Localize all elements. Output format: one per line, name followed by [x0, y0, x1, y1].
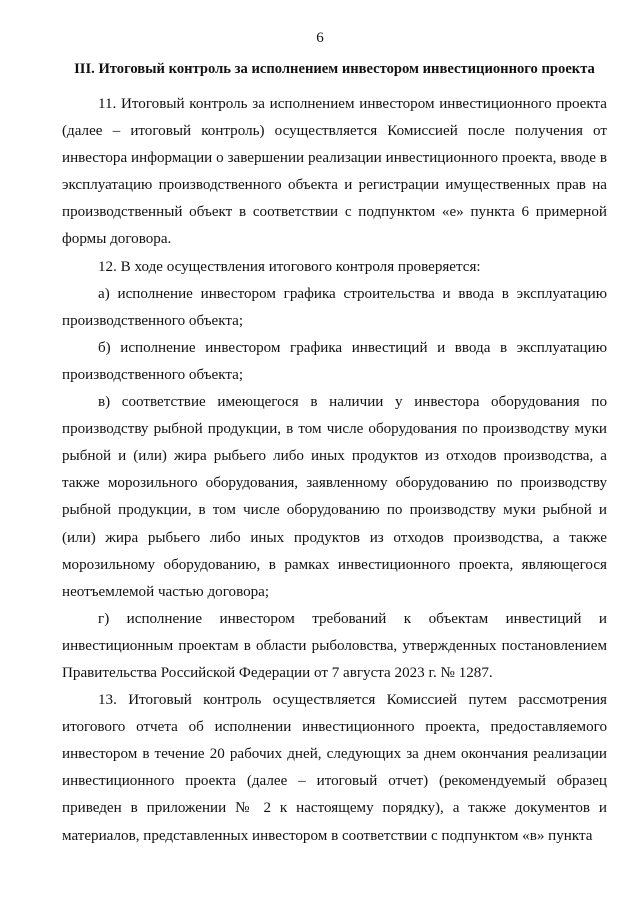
paragraph-12-v: в) соответствие имеющегося в наличии у инвестора оборудования по производству рыбной продукции, в том числе оборудования по производству муки рыбной и (или) жира рыбьего либо иных продуктов из отходов производства, а также морозильного оборудования, заявленному оборудованию по производству рыбной продукции, в том числе оборудованию по производству муки рыбной и (или) жира рыбьего либо иных продуктов из отходов производства, а также морозильному оборудованию, в рамках инвестиционного проекта, являющегося неотъемлемой частью договора; [62, 394, 607, 600]
page-number: 6 [316, 30, 324, 46]
paragraph-13: 13. Итоговый контроль осуществляется Комиссией путем рассмотрения итогового отчета об исполнении инвестиционного проекта, предоставляемого инвестором в течение 20 рабочих дней, следующих за днем окончания реализации инвестиционного проекта (далее – итоговый отчет) (рекомендуемый образец приведен в приложении № 2 к настоящему порядку), а также документов и материалов, представленных инвестором в соответствии с подпунктом «в» пункта [62, 692, 607, 844]
document-body [62, 91, 607, 850]
paragraph-12-a: а) исполнение инвестором графика строительства и ввода в эксплуатацию производственного объекта; [62, 285, 607, 329]
paragraph-12-g: г) исполнение инвестором требований к объектам инвестиций и инвестиционным проектам в области рыболовства, утвержденных постановлением Правительства Российской Федерации от 7 августа 2023 г. № 1287. [62, 610, 607, 681]
paragraph-11: 11. Итоговый контроль за исполнением инвестором инвестиционного проекта (далее – итоговый контроль) осуществляется Комиссией после получения от инвестора информации о завершении реализации инвестиционного проекта, вводе в эксплуатацию производственного объекта и регистрации имущественных прав на производственный объект в соответствии с подпунктом «е» пункта 6 примерной формы договора. [62, 96, 607, 248]
section-heading: III. Итоговый контроль за исполнением инвестором инвестиционного проекта [74, 61, 595, 77]
paragraph-12: 12. В ходе осуществления итогового контроля проверяется: [98, 258, 481, 275]
paragraph-12-b: б) исполнение инвестором графика инвестиций и ввода в эксплуатацию производственного объекта; [62, 339, 607, 383]
